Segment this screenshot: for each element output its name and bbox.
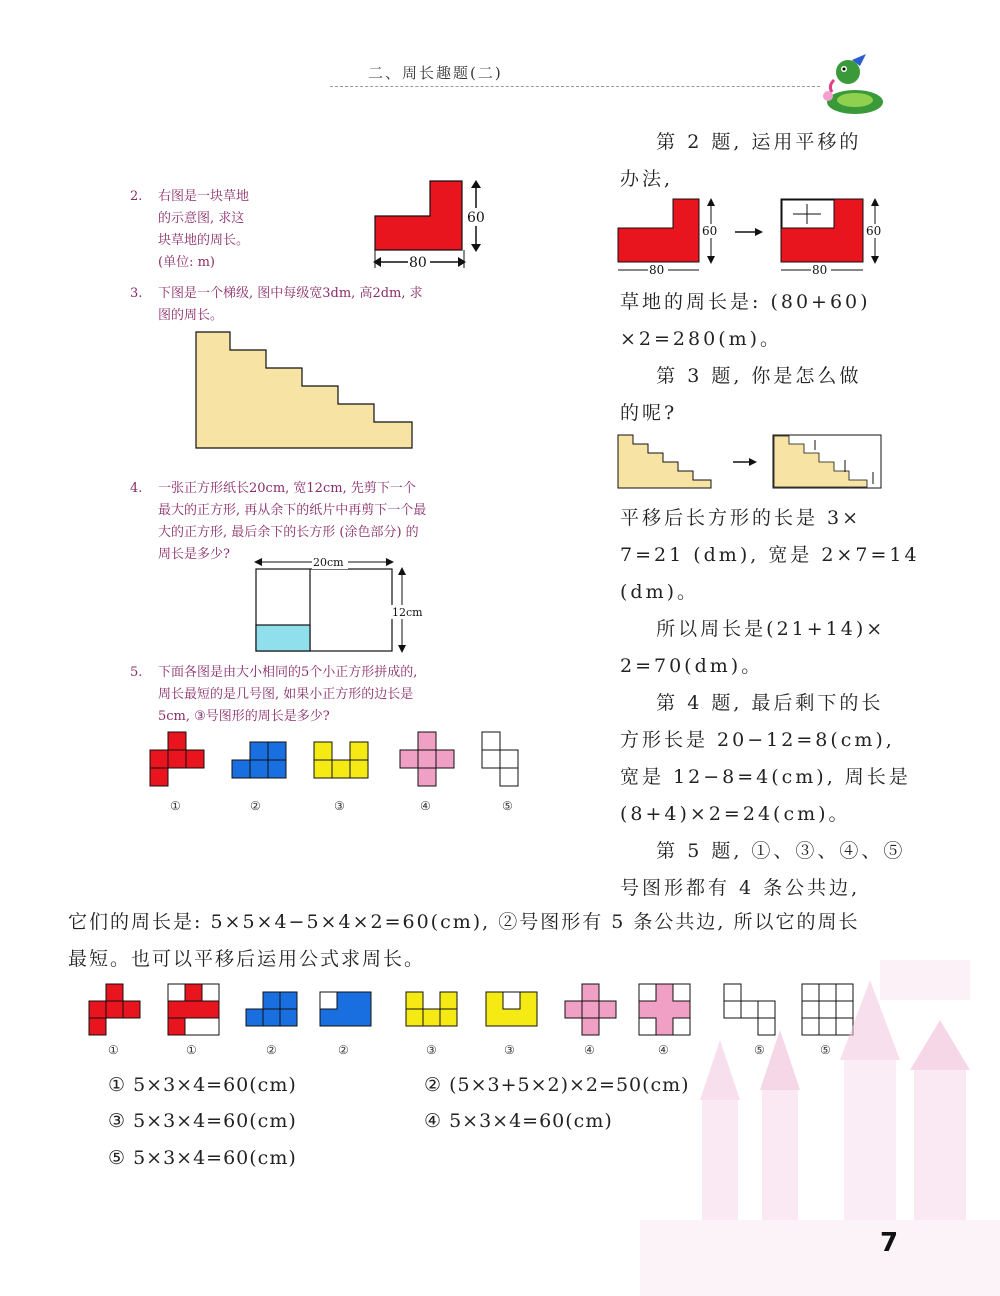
solution-5-line-2: 最短。也可以平移后运用公式求周长。 bbox=[68, 948, 426, 970]
problem-3-number: 3. bbox=[130, 286, 143, 301]
problem-4-paper-figure bbox=[250, 555, 440, 657]
problem-2-number: 2. bbox=[130, 189, 143, 204]
problem-3-staircase-figure bbox=[194, 330, 448, 452]
problem-2-text: 右图是一块草地 的示意图, 求这 块草地的周长。 (单位: m) bbox=[158, 189, 250, 270]
answer-2: ② (5×3+5×2)×2=50(cm) bbox=[424, 1074, 690, 1096]
shape-5 bbox=[482, 732, 518, 786]
solution-2-intro: 第 2 题, 运用平移的 办法, bbox=[620, 131, 862, 190]
shape-3 bbox=[314, 742, 368, 778]
bottom-label-5: ③ bbox=[426, 1043, 437, 1057]
problem-2-dim-width: 80 bbox=[409, 255, 427, 270]
problem-3-text: 下图是一个梯级, 图中每级宽3dm, 高2dm, 求 图的周长。 bbox=[158, 286, 423, 323]
problem-5-text: 下面各图是由大小相同的5个小正方形拼成的, 周长最短的是几号图, 如果小正方形的边长是 5cm, ③号图形的周长是多少? bbox=[158, 665, 418, 724]
page-number: 7 bbox=[880, 1228, 899, 1258]
answer-3: ③ 5×3×4=60(cm) bbox=[108, 1110, 297, 1132]
shape-label-4: ④ bbox=[420, 799, 431, 813]
solution-2-dim-height-2: 60 bbox=[866, 224, 882, 238]
solution-2-translation-figure bbox=[615, 196, 895, 276]
solution-2-dim-width: 80 bbox=[649, 263, 665, 276]
shape-2 bbox=[232, 742, 286, 778]
problem-5-shapes-row bbox=[146, 730, 536, 818]
bottom-label-9: ⑤ bbox=[754, 1043, 765, 1057]
bottom-label-3: ② bbox=[266, 1043, 277, 1057]
solution-3-intro: 第 3 题, 你是怎么做 的呢? bbox=[620, 365, 862, 424]
pair-3-shape bbox=[406, 992, 457, 1026]
bottom-label-4: ② bbox=[338, 1043, 349, 1057]
bottom-label-10: ⑤ bbox=[820, 1043, 831, 1057]
snake-mascot-icon bbox=[810, 52, 890, 122]
answer-5: ⑤ 5×3×4=60(cm) bbox=[108, 1147, 297, 1169]
shape-label-2: ② bbox=[250, 799, 261, 813]
solution-2-dim-height: 60 bbox=[702, 224, 718, 238]
problem-2-lawn-figure bbox=[372, 178, 492, 270]
pair-1-shape bbox=[89, 984, 140, 1035]
solution-3-4-5-text: 平移后长方形的长是 3× 7=21 (dm), 宽是 2×7=14 (dm)。 所以周长是(21+14)× 2=70(dm)。 第 4 题, 最后剩下的长 方形长是 20−12=8(cm), 宽是 12−8=4(cm), 周长是 (8+4)×2=24(cm)。 第 5 题, ①、③、④、⑤ 号图形都有 4 条公共边, bbox=[620, 507, 920, 899]
shape-label-5: ⑤ bbox=[502, 799, 513, 813]
solution-5-line-1: 它们的周长是: 5×5×4−5×4×2=60(cm), ②号图形有 5 条公共边, 所以它的周长 bbox=[68, 911, 860, 933]
problem-4-number: 4. bbox=[130, 481, 143, 496]
problem-2-dim-height: 60 bbox=[467, 210, 485, 226]
bottom-label-8: ④ bbox=[658, 1043, 669, 1057]
solution-2-dim-width-2: 80 bbox=[812, 263, 828, 276]
bottom-label-6: ③ bbox=[504, 1043, 515, 1057]
pair-2-shape bbox=[246, 992, 297, 1026]
pair-4-shape bbox=[565, 984, 616, 1035]
answer-4: ④ 5×3×4=60(cm) bbox=[424, 1110, 613, 1132]
problem-5-number: 5. bbox=[130, 665, 143, 680]
shape-label-3: ③ bbox=[334, 799, 345, 813]
shape-label-1: ① bbox=[170, 799, 181, 813]
problem-4-dim-height: 12cm bbox=[392, 606, 423, 619]
problem-4-text: 一张正方形纸长20cm, 宽12cm, 先剪下一个 最大的正方形, 再从余下的纸片中再剪下一个最 大的正方形, 最后余下的长方形 (涂色部分) 的 周长是多少? bbox=[158, 481, 427, 562]
shape-1 bbox=[150, 732, 204, 786]
shape-4 bbox=[400, 732, 454, 786]
pair-2-rect bbox=[320, 992, 371, 1026]
solution-2-result: 草地的周长是: (80+60) ×2=280(m)。 bbox=[620, 291, 871, 350]
castle-decoration-icon bbox=[640, 960, 1000, 1296]
page-header-title: 二、周长趣题(二) bbox=[368, 64, 503, 82]
answer-1: ① 5×3×4=60(cm) bbox=[108, 1074, 297, 1096]
solution-3-translation-figure bbox=[615, 432, 890, 492]
header-rule bbox=[330, 86, 820, 87]
problem-4-dim-width: 20cm bbox=[313, 556, 344, 569]
bottom-label-7: ④ bbox=[584, 1043, 595, 1057]
pair-3-rect bbox=[486, 992, 537, 1026]
bottom-label-1: ① bbox=[108, 1043, 119, 1057]
bottom-label-2: ① bbox=[186, 1043, 197, 1057]
pair-1-rect bbox=[168, 984, 219, 1035]
